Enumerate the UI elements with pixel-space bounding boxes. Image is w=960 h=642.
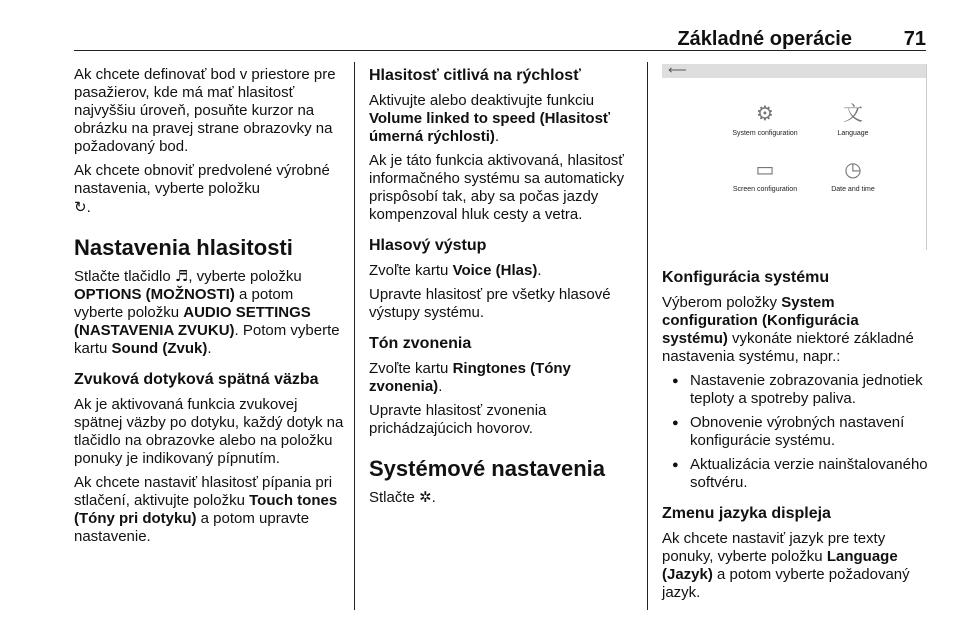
paragraph-ringtone-tab: Zvoľte kartu Ringtones (Tóny zvonenia). — [369, 360, 571, 395]
list-item: ● Obnovenie výrobných nastavení konfigurácie systému. — [662, 414, 928, 450]
column-left — [74, 66, 346, 552]
language-icon: 文 — [843, 101, 863, 125]
heading-system-configuration: Konfigurácia systému — [662, 269, 830, 286]
paragraph-ringtone-desc: Upravte hlasitosť zvonenia prichádzajúcich hovorov. — [369, 402, 547, 437]
paragraph-voice-tab: Zvoľte kartu Voice (Hlas). — [369, 262, 542, 279]
paragraph-touch-tones: Ak chcete nastaviť hlasitosť pípania pri stlačení, aktivujte položku Touch tones (Tóny pri dotyku) a potom upravte nastavenie. — [74, 474, 338, 545]
settings-menu-screenshot — [662, 64, 927, 250]
paragraph-sound-point: Ak chcete definovať bod v priestore pre pasažierov, kde má mať hlasitosť najvyššiu úroveň, posuňte kurzor na obrázku na pravej strane obrazovky na požadovaný bod. — [74, 66, 336, 155]
page-header-title: Základné operácie — [677, 28, 852, 50]
paragraph-language: Ak chcete nastaviť jazyk pre texty ponuky, vyberte položku Language (Jazyk) a potom vyberte požadovaný jazyk. — [662, 530, 910, 601]
paragraph-system-press: Stlačte ✲. — [369, 488, 436, 506]
column-middle — [369, 66, 629, 513]
tile-language[interactable] — [808, 100, 898, 137]
heading-display-language: Zmenu jazyka displeja — [662, 505, 831, 522]
heading-volume-settings: Nastavenia hlasitosti — [74, 235, 293, 260]
settings-icon: ✲ — [419, 488, 432, 506]
tile-label: Language — [837, 130, 869, 137]
paragraph-voice-desc: Upravte hlasitosť pre všetky hlasové výstupy systému. — [369, 286, 611, 321]
paragraph-speed-toggle: Aktivujte alebo deaktivujte funkciu Volume linked to speed (Hlasitosť úmerná rýchlosti). — [369, 92, 611, 145]
config-bullet-list — [662, 372, 928, 492]
screen-icon: ▭ — [755, 157, 775, 181]
heading-ringtone: Tón zvonenia — [369, 335, 472, 352]
tile-label: Date and time — [831, 186, 875, 193]
back-arrow-icon[interactable]: ⟵ — [668, 62, 687, 77]
page-number: 71 — [903, 28, 926, 50]
paragraph-reset-defaults: Ak chcete obnoviť predvolené výrobné nastavenia, vyberte položku ↻. — [74, 162, 330, 216]
reset-icon: ↻ — [74, 198, 87, 216]
paragraph-config-select: Výberom položky System configuration (Konfigurácia systému) vykonáte niektoré základné nastavenia systému, napr.: — [662, 294, 914, 365]
tile-label: System configuration — [732, 130, 798, 137]
paragraph-speed-desc: Ak je táto funkcia aktivovaná, hlasitosť informačného systému sa automaticky prispôsobí tak, aby sa počas jazdy kompenzoval hluk cesty a vetra. — [369, 152, 625, 223]
paragraph-volume-steps: Stlačte tlačidlo ♬, vyberte položku OPTIONS (MOŽNOSTI) a potom vyberte položku AUDIO SETTINGS (NASTAVENIA ZVUKU). Potom vyberte kartu Sound (Zvuk). — [74, 267, 340, 357]
column-divider-2 — [647, 62, 648, 610]
heading-voice-output: Hlasový výstup — [369, 237, 487, 254]
column-divider-1 — [354, 62, 355, 610]
screen-title-bar — [662, 64, 926, 78]
tile-date-and-time[interactable] — [808, 156, 898, 193]
clock-icon: ◷ — [844, 157, 862, 181]
heading-touch-feedback: Zvuková dotyková spätná väzba — [74, 371, 319, 388]
list-item: ● Nastavenie zobrazovania jednotiek teploty a spotreby paliva. — [662, 372, 928, 408]
heading-speed-volume: Hlasitosť citlivá na rýchlosť — [369, 67, 581, 84]
header-rule — [74, 50, 926, 51]
paragraph-touch-feedback: Ak je aktivovaná funkcia zvukovej spätnej väzby po dotyku, každý dotyk na tlačidlo na obrazovke alebo na položku ponuky je indikovaný pípnutím. — [74, 396, 344, 467]
tile-label: Screen configuration — [732, 186, 798, 193]
column-right — [662, 268, 928, 608]
tile-screen-configuration[interactable] — [720, 156, 810, 193]
heading-system-settings: Systémové nastavenia — [369, 456, 606, 481]
music-note-icon: ♬ — [174, 267, 189, 285]
gear-icon: ⚙ — [756, 101, 774, 125]
tile-system-configuration[interactable] — [720, 100, 810, 137]
list-item: ● Aktualizácia verzie nainštalovaného softvéru. — [662, 456, 928, 492]
